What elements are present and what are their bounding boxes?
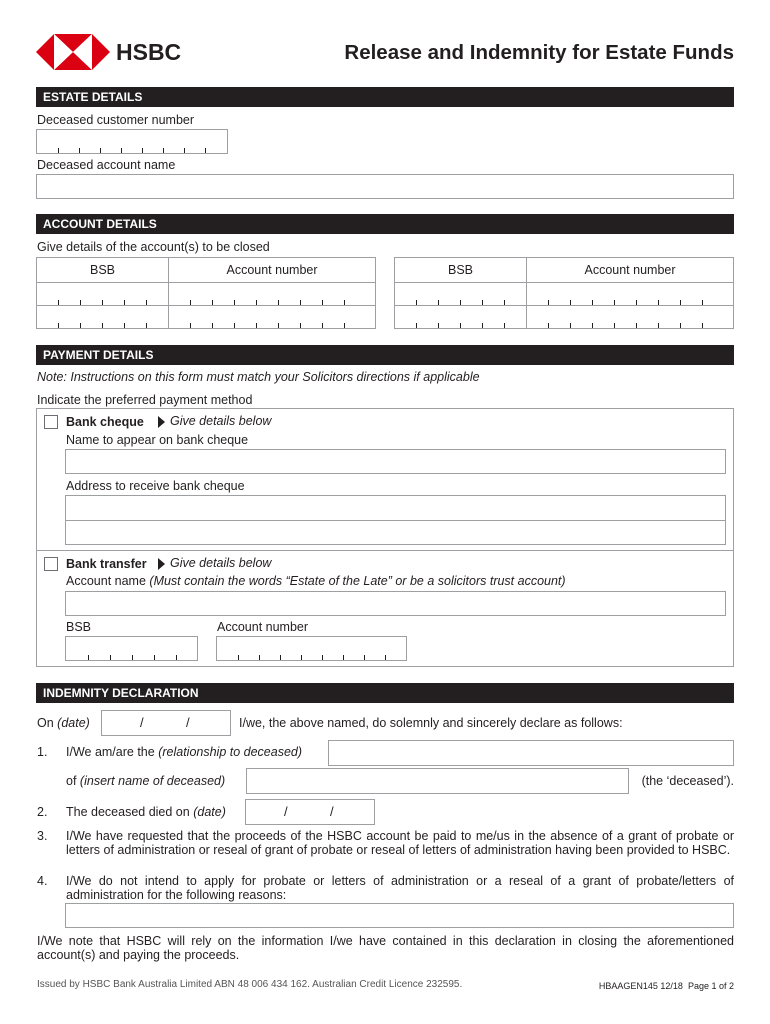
logo-text: HSBC bbox=[116, 39, 182, 65]
bsb-input-2[interactable] bbox=[37, 306, 168, 328]
bsb-input-4[interactable] bbox=[395, 306, 526, 328]
deceased-account-name-label: Deceased account name bbox=[37, 158, 176, 172]
account-table-right bbox=[394, 257, 734, 329]
bank-transfer-label: Bank transfer bbox=[66, 557, 147, 571]
footer-issued: Issued by HSBC Bank Australia Limited ABN 48 006 434 162. Australian Credit Licence 232595. bbox=[37, 979, 463, 990]
item-4-text: I/We do not intend to apply for probate or letters of administration or a reseal of a grant of probate/letters of administration for the following reasons: bbox=[66, 874, 734, 902]
cheque-address-field[interactable] bbox=[65, 495, 726, 545]
account-details-intro: Give details of the account(s) to be closed bbox=[37, 240, 270, 254]
item-1-text: I/We am/are the bbox=[66, 745, 155, 759]
account-number-input-4[interactable] bbox=[527, 306, 733, 328]
item-1b-label bbox=[66, 774, 225, 789]
date-of-death-field[interactable] bbox=[245, 799, 375, 825]
transfer-account-number-field[interactable] bbox=[216, 636, 407, 661]
item-1-hint: (relationship to deceased) bbox=[158, 745, 303, 759]
account-table-left bbox=[36, 257, 376, 329]
hsbc-hexagon-icon bbox=[36, 34, 110, 70]
col-bsb-header: BSB bbox=[89, 263, 115, 277]
deceased-customer-number-label: Deceased customer number bbox=[37, 113, 195, 127]
section-account-details: ACCOUNT DETAILS bbox=[36, 214, 734, 234]
declaration-date-field[interactable] bbox=[101, 710, 231, 736]
deceased-suffix: (the ‘deceased’). bbox=[641, 774, 734, 788]
deceased-account-name-field[interactable] bbox=[36, 174, 734, 199]
deceased-customer-number-field[interactable] bbox=[36, 129, 228, 154]
item-2-number: 2. bbox=[37, 805, 48, 819]
transfer-account-name-field[interactable] bbox=[65, 591, 726, 616]
item-3-text: I/We have requested that the proceeds of the HSBC account be paid to me/us in the absence of a grant of probate or letters of administration or reseal of grant of probate or reseal of letters of administration having been provided to HSBC. bbox=[66, 829, 734, 857]
bank-transfer-hint: Give details below bbox=[170, 556, 272, 570]
bank-cheque-checkbox[interactable] bbox=[44, 415, 58, 429]
closing-statement: I/We note that HSBC will rely on the information I/we have contained in this declaration in closing the aforementioned account(s) and paying the proceeds. bbox=[37, 934, 734, 962]
date-separator: / bbox=[284, 804, 288, 819]
cheque-name-field[interactable] bbox=[65, 449, 726, 474]
deceased-name-field[interactable] bbox=[246, 768, 629, 794]
item-1b-hint: (insert name of deceased) bbox=[79, 774, 226, 788]
hsbc-logo bbox=[36, 34, 110, 70]
page-title: Release and Indemnity for Estate Funds bbox=[344, 41, 734, 64]
item-1-number: 1. bbox=[37, 745, 48, 759]
date-hint: (date) bbox=[57, 716, 90, 730]
col-account-header: Account number bbox=[226, 263, 318, 277]
item-2-label bbox=[66, 805, 226, 820]
bank-cheque-label: Bank cheque bbox=[66, 415, 144, 429]
transfer-account-name-hint: (Must contain the words “Estate of the Late” or be a solicitors trust account) bbox=[149, 574, 566, 588]
payment-indicate-label: Indicate the preferred payment method bbox=[37, 393, 253, 407]
reasons-field[interactable] bbox=[65, 903, 734, 928]
item-1b-text: of bbox=[66, 774, 77, 788]
on-date-label bbox=[37, 716, 90, 731]
col-account-header: Account number bbox=[584, 263, 676, 277]
payment-note: Note: Instructions on this form must match your Solicitors directions if applicable bbox=[37, 370, 480, 384]
section-estate-details: ESTATE DETAILS bbox=[36, 87, 734, 107]
section-payment-details: PAYMENT DETAILS bbox=[36, 345, 734, 365]
transfer-bsb-field[interactable] bbox=[65, 636, 198, 661]
form-code: HBAAGEN145 12/18 bbox=[598, 981, 683, 991]
cheque-address-label: Address to receive bank cheque bbox=[66, 479, 245, 493]
account-number-input-1[interactable] bbox=[169, 283, 375, 305]
transfer-bsb-label: BSB bbox=[66, 620, 92, 634]
item-2-hint: (date) bbox=[193, 805, 226, 819]
item-4-number: 4. bbox=[37, 874, 48, 888]
transfer-account-name-text: Account name bbox=[66, 574, 146, 588]
page-number: Page 1 of 2 bbox=[687, 981, 734, 991]
bank-cheque-hint: Give details below bbox=[170, 414, 272, 428]
bsb-input-1[interactable] bbox=[37, 283, 168, 305]
date-separator: / bbox=[186, 715, 190, 730]
item-1-label bbox=[66, 745, 302, 760]
footer-code-page bbox=[599, 980, 734, 992]
transfer-account-name-label bbox=[66, 574, 566, 589]
bsb-input-3[interactable] bbox=[395, 283, 526, 305]
item-3-number: 3. bbox=[37, 829, 48, 843]
arrow-right-icon bbox=[158, 416, 165, 428]
bank-transfer-checkbox[interactable] bbox=[44, 557, 58, 571]
section-indemnity-declaration: INDEMNITY DECLARATION bbox=[36, 683, 734, 703]
transfer-account-number-label: Account number bbox=[217, 620, 309, 634]
date-separator: / bbox=[140, 715, 144, 730]
cheque-name-label: Name to appear on bank cheque bbox=[66, 433, 249, 447]
account-number-input-3[interactable] bbox=[527, 283, 733, 305]
date-separator: / bbox=[330, 804, 334, 819]
declare-text: I/we, the above named, do solemnly and sincerely declare as follows: bbox=[239, 716, 623, 730]
col-bsb-header: BSB bbox=[447, 263, 473, 277]
account-number-input-2[interactable] bbox=[169, 306, 375, 328]
relationship-field[interactable] bbox=[328, 740, 734, 766]
arrow-right-icon bbox=[158, 558, 165, 570]
on-text: On bbox=[37, 716, 54, 730]
item-2-text: The deceased died on bbox=[66, 805, 190, 819]
